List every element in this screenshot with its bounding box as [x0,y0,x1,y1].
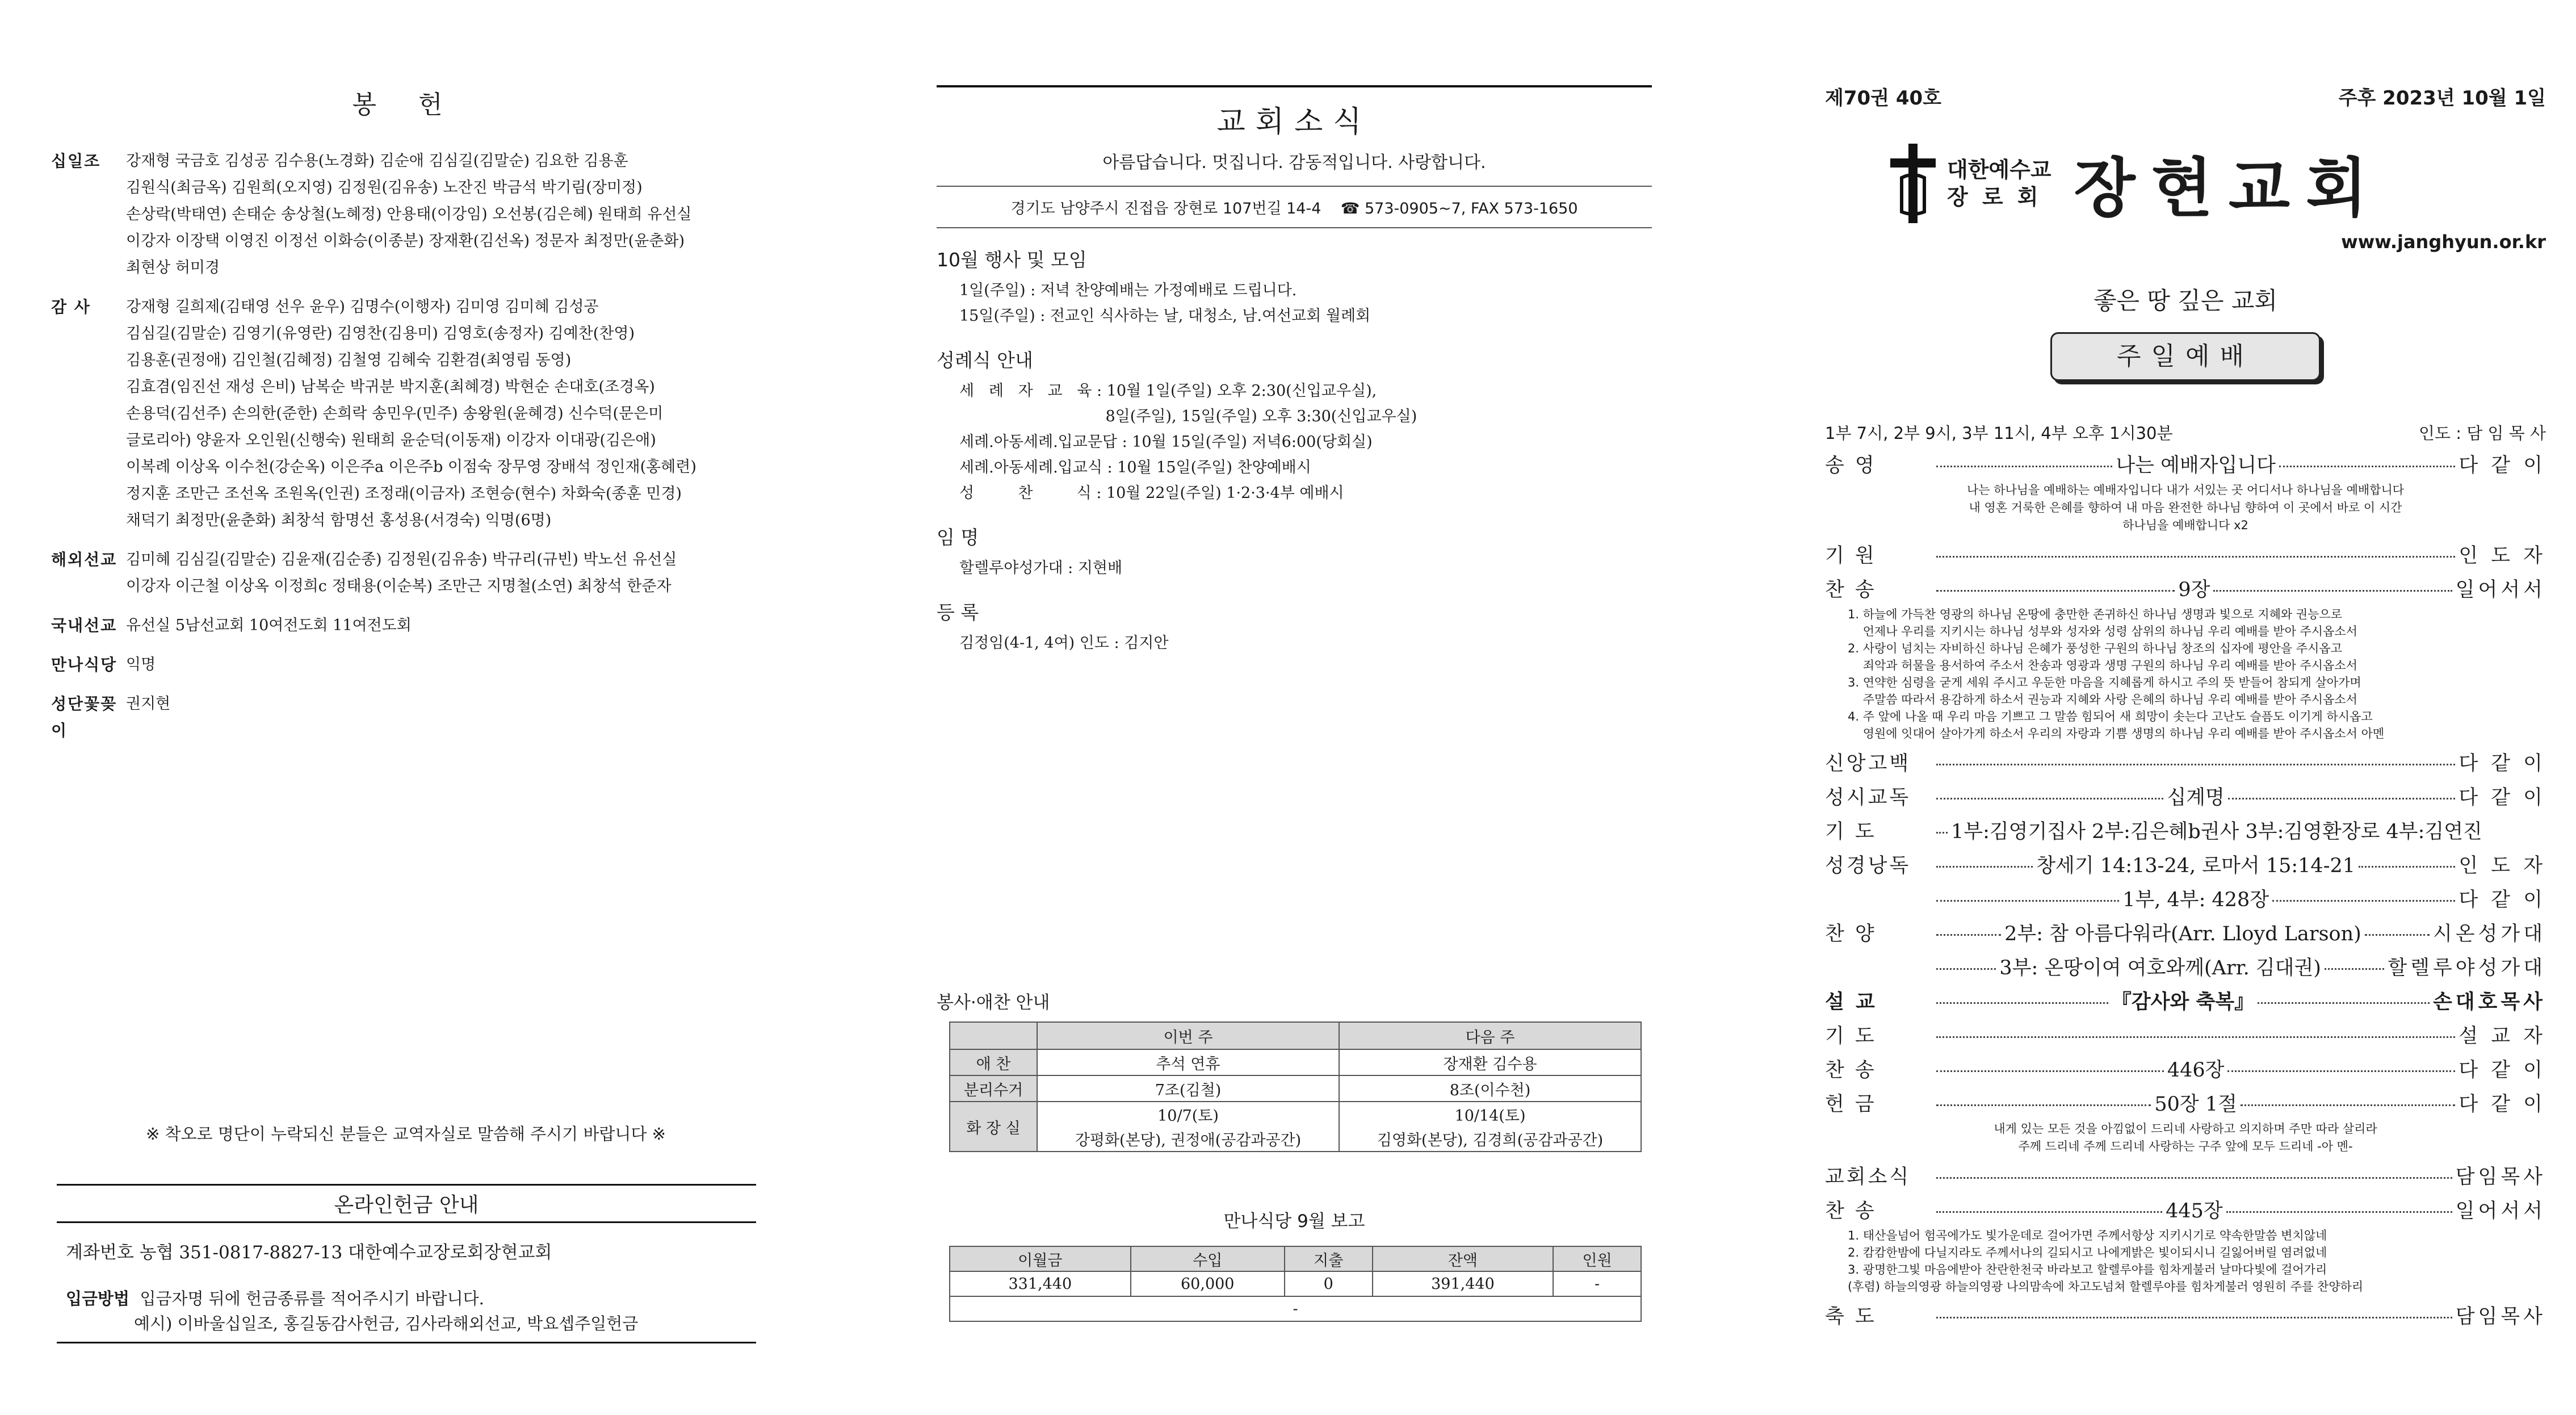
leader-dots [1936,798,2163,799]
denomination-line-1: 대한예수교 [1947,156,2051,182]
leader-dots [1936,968,1996,970]
order-label: 찬 송 [1825,579,1877,601]
leader-dots [2272,900,2455,902]
order-row [1825,816,2546,844]
hymn-line: 4. 주 앞에 나올 때 우리 마음 기쁘고 그 말씀 힘되어 새 희망이 솟는다 고난도 슬픔도 이기게 하시옵고 [1848,710,2373,723]
offering-group [51,148,761,281]
divider [57,1342,756,1343]
manna-cell: - [1553,1271,1641,1296]
order-performer: 다 같 이 [2458,752,2546,775]
manna-section [937,1207,1652,1322]
hymn-line: 언제나 우리를 지키시는 하나님 성부와 성자와 성령 삼위의 하나님 우리 예배를 받아 주시옵소서 [1848,625,2357,638]
leader-dots [1936,1036,2455,1038]
leader-dots [2258,1002,2430,1004]
order-label: 헌 금 [1825,1093,1877,1116]
leader-dots [1936,1211,2162,1213]
order-performer: 할렐루야성가대 [2388,957,2546,979]
news-item: 8일(주일), 15일(주일) 오후 3:30(신입교우실) [959,408,1417,425]
news-subtitle: 아름답습니다. 멋집니다. 감동적입니다. 사랑합니다. [1102,153,1486,173]
order-content: 1부:김영기집사 2부:김은혜b권사 3부:김영환장로 4부:김연진 [1951,820,2482,843]
church-name: 장현교회 [2074,151,2384,225]
order-performer: 인 도 자 [2458,545,2546,567]
order-lyrics [1825,482,2546,534]
leader-dots [1936,934,2001,936]
lyric-line: 나는 하나님을 예배하는 예배자입니다 내가 서있는 곳 어디서나 하나님을 예배합니다 [1966,483,2405,497]
news-item: 세례.아동세례.입교식 : 10월 15일(주일) 찬양예배시 [959,459,1311,476]
order-row [1825,540,2546,568]
service-cell: 10/7(토) [1037,1102,1339,1126]
leader-dots [1936,556,2455,558]
leader-dots [1936,1070,2164,1072]
bulletin-date: 주후 2023년 10월 1일 [2338,87,2546,110]
order-performer: 일어서서 [2455,579,2546,601]
order-label: 축 도 [1825,1305,1877,1328]
order-label: 찬 송 [1825,1200,1877,1223]
order-performer: 담임목사 [2455,1305,2546,1328]
order-label: 성경낭독 [1825,855,1911,877]
lyric-line: 하나님을 예배합니다 x2 [2122,518,2248,532]
offering-notice: ※ 착오로 명단이 누락되신 분들은 교역자실로 말씀해 주시기 바랍니다 ※ [146,1124,666,1144]
offering-names-line: 손상락(박태연) 손태순 송상철(노혜정) 안용태(이강임) 오선봉(김은혜) 원태희 유선실 [126,206,692,223]
offering-column [51,0,761,1415]
service-cell: 강평화(본당), 권정애(공감과공간) [1037,1126,1339,1152]
offering-names-line: 김원식(최금옥) 김원희(오지영) 김정원(김유송) 노잔진 박금석 박기림(장미정) [126,179,643,196]
service-cell: 추석 연휴 [1037,1049,1339,1075]
offering-names [126,651,761,678]
leader-dots [1936,1104,2151,1106]
hymn-line: 2. 캄캄한밤에 다닐지라도 주께서나의 길되시고 나에게밝은 빛이되시니 길잃어버릴 염려없네 [1848,1246,2327,1259]
news-sections [937,245,1652,656]
lyric-line: 내게 있는 모든 것을 아낌없이 드리네 사랑하고 의지하며 주만 따라 살리라 [1994,1122,2377,1136]
church-website: www.janghyun.or.kr [2341,231,2546,253]
order-label: 찬 송 [1825,1059,1877,1082]
manna-header: 지출 [1285,1246,1373,1271]
leader-dots [1936,1002,2108,1004]
news-title: 교회소식 [1216,105,1372,139]
service-header-this: 이번 주 [1037,1022,1339,1049]
order-row [1825,884,2546,912]
manna-cell: 60,000 [1131,1271,1285,1296]
leader-dots [2228,798,2455,799]
offering-names-line: 글로리아) 양윤자 오인원(신행숙) 원태희 윤순덕(이동재) 이강자 이대광(김은애) [126,432,656,449]
worship-column [1825,0,2546,1415]
church-address [937,186,1652,228]
leader-dots [1936,832,1948,834]
leader-dots [1936,866,2033,868]
offering-names-line: 권지현 [126,695,171,713]
offering-names-line: 이복례 이상옥 이수천(강순옥) 이은주a 이은주b 이점숙 장무영 장배석 정인재(홍혜련) [126,458,697,476]
denomination-name [1947,156,2051,211]
service-header-next: 다음 주 [1339,1022,1641,1049]
deposit-method-text: 입금자명 뒤에 헌금종류를 적어주시기 바랍니다. [140,1289,484,1308]
manna-header: 잔액 [1373,1246,1554,1271]
order-row [1825,1089,2546,1117]
offering-names-line: 유선실 5남선교회 10여전도회 11여전도회 [126,617,412,634]
leader-dots [1936,1317,2452,1318]
offering-group [51,294,761,534]
service-cell: 김영화(본당), 김경희(공감과공간) [1339,1126,1641,1152]
order-content: 445장 [2166,1200,2223,1223]
service-cell: 8조(이수천) [1339,1075,1641,1102]
order-content: 50장 1절 [2154,1093,2237,1116]
deposit-method [57,1286,756,1336]
cross-icon [1890,144,1936,223]
offering-names-line: 김미혜 김심길(김말순) 김윤재(김순종) 김정원(김유송) 박규리(규빈) 박노선 유선실 [126,551,677,568]
offering-names-line: 이강자 이장택 이영진 이정선 이화승(이종분) 장재환(김선옥) 정문자 최정만(윤춘화) [126,232,685,250]
hymn-line: 주말씀 따라서 용감하게 하소서 권능과 지혜와 사랑 은혜의 하나님 우리 예배를 받아 주시옵소서 [1848,693,2357,706]
offering-names-line: 김심길(김말순) 김영기(유영란) 김영찬(김용미) 김영호(송정자) 김예찬(찬영) [126,325,635,342]
hymn-line: 영원에 잇대어 살아가게 하소서 우리의 자랑과 기쁨 생명의 하나님 우리 예배를 받아 주시옵소서 아멘 [1848,727,2385,740]
lyric-line: 내 영혼 거룩한 은혜를 향하여 내 마음 완전한 하나님 향하여 이 곳에서 바로 이 시간 [1969,501,2402,514]
order-label: 송 영 [1825,454,1877,477]
leader-dots [2325,968,2384,970]
hymn-line: 3. 광명한그빛 마음에받아 찬란한천국 바라보고 할렐루야를 힘차게불러 날마다빛에 걸어가리 [1848,1263,2327,1276]
deposit-example: 예시) 이바울십일조, 홍길동감사헌금, 김사라해외선교, 박요셉주일헌금 [134,1314,639,1333]
order-performer: 다 같 이 [2458,454,2546,477]
offering-names [126,294,761,534]
order-row [1825,986,2546,1015]
order-row [1825,782,2546,810]
online-offering-box [57,1184,756,1343]
service-title: 봉사·애찬 안내 [937,993,1050,1013]
service-row-label: 화 장 실 [950,1102,1037,1152]
address-text: 경기도 남양주시 진접읍 장현로 107번길 14-4 [1010,200,1321,217]
service-banner: 주일예배 [2050,332,2321,381]
offering-group [51,612,761,639]
offering-category: 성단꽃꽂이 [51,694,118,740]
news-item: 15일(주일) : 전교인 식사하는 날, 대청소, 남.여선교회 월례회 [959,307,1371,325]
news-item: 할렐루야성가대 : 지현배 [959,559,1123,577]
phone-text: ☎ 573-0905~7, FAX 573-1650 [1340,200,1578,217]
news-item: 세 례 자 교 육 : 10월 1일(주일) 오후 2:30(신입교우실), [959,382,1377,400]
news-item: 김정임(4-1, 4여) 인도 : 김지안 [959,634,1169,652]
order-content: 나는 예배자입니다 [2116,454,2276,477]
hymn-line: 3. 연약한 심령을 굳게 세워 주시고 우둔한 마음을 지혜롭게 하시고 주의 뜻 받들어 참되게 살아가며 [1848,676,2361,689]
service-cell: 7조(김철) [1037,1075,1339,1102]
service-row-label: 애 찬 [950,1049,1037,1075]
leader-dots [1936,590,2175,592]
hymn-lyrics [1825,606,2546,742]
offering-names [126,546,761,600]
hymn-lyrics [1825,1227,2546,1295]
order-row [1825,1195,2546,1224]
news-header [937,85,1652,228]
order-content: 2부: 참 아름다워라(Arr. Lloyd Larson) [2004,923,2361,945]
church-logo [1825,137,2546,229]
offering-category: 십일조 [51,152,101,170]
service-times-text: 1부 7시, 2부 9시, 3부 11시, 4부 오후 1시30분 [1825,424,2173,443]
order-row [1825,952,2546,981]
account-number: 계좌번호 농협 351-0817-8827-13 대한예수교장로회장현교회 [66,1242,552,1263]
order-content: 3부: 온땅이여 여호와께(Arr. 김대권) [1999,957,2321,979]
hymn-line: 2. 사랑이 넘치는 자비하신 하나님 은혜가 풍성한 구원의 하나님 창조의 십자에 평안을 주시옵고 [1848,642,2343,655]
order-performer: 설 교 자 [2458,1025,2546,1048]
leader-dots [1936,764,2455,765]
offering-title: 봉 헌 [352,90,460,119]
leader-dots [2241,1104,2455,1106]
order-row [1825,574,2546,602]
leader-dots [1936,900,2119,902]
offering-names-line: 김효겸(임진선 재성 은비) 남복순 박귀분 박지훈(최혜경) 박현순 손대호(조경옥) [126,378,655,396]
order-label: 기 도 [1825,820,1877,843]
church-slogan: 좋은 땅 깊은 교회 [2093,287,2278,315]
offering-category: 감 사 [51,298,91,316]
leader-dots [2226,1211,2452,1213]
order-label: 기 원 [1825,545,1877,567]
offering-names-line: 정지훈 조만근 조선옥 조원옥(인권) 조정래(이금자) 조현승(현수) 차화숙(종훈 민경) [126,485,682,503]
service-leader: 인도 : 담 임 목 사 [2419,424,2546,443]
order-row [1825,1020,2546,1049]
news-section-title: 성례식 안내 [937,349,1033,371]
order-performer: 다 같 이 [2458,1059,2546,1082]
service-cell: 장재환 김수용 [1339,1049,1641,1075]
offering-category: 만나식당 [51,655,118,674]
leader-dots [2365,934,2430,936]
offering-group [51,690,761,744]
order-row [1825,918,2546,947]
manna-header: 이월금 [950,1246,1131,1271]
order-lyrics [1825,1120,2546,1156]
manna-header: 인원 [1553,1246,1641,1271]
service-table [949,1022,1642,1152]
news-column [937,0,1652,1415]
offering-names [126,690,761,744]
offering-group [51,546,761,600]
offering-names-line: 채덕기 최정만(윤춘화) 최창석 함명선 홍성용(서경숙) 익명(6명) [126,512,552,529]
denomination-line-2: 장 로 회 [1947,183,2042,210]
offering-category: 국내선교 [51,616,118,635]
service-cell: 10/14(토) [1339,1102,1641,1126]
offering-group [51,651,761,678]
offering-names-line: 익명 [126,656,156,673]
news-section-title: 10월 행사 및 모임 [937,249,1087,271]
offering-list [51,148,761,744]
offering-names-line: 손용덕(김선주) 손의한(준한) 손희락 송민우(민주) 송왕원(윤혜경) 신수덕(문은미 [126,405,664,422]
offering-names-line: 강재형 국금호 김성공 김수용(노경화) 김순애 김심길(김말순) 김요한 김용훈 [126,152,628,170]
order-row [1825,1054,2546,1083]
service-row-label: 분리수거 [950,1075,1037,1102]
order-performer: 다 같 이 [2458,889,2546,911]
order-row [1825,450,2546,478]
order-label: 찬 양 [1825,923,1877,945]
online-offering-title: 온라인헌금 안내 [57,1184,756,1223]
service-header-blank [950,1022,1037,1049]
manna-table [949,1246,1642,1322]
order-row [1825,1161,2546,1190]
hymn-line: 죄악과 허물을 용서하여 주소서 찬송과 영광과 생명 구원의 하나님 우리 예배를 받아 주시옵소서 [1848,659,2357,672]
news-section-title: 등 록 [937,601,979,623]
order-content: 십계명 [2167,786,2225,809]
bulletin-header [1825,82,2546,110]
leader-dots [2213,590,2452,592]
manna-header: 수입 [1131,1246,1285,1271]
order-label: 설 교 [1825,990,1877,1014]
manna-cell: 391,440 [1373,1271,1554,1296]
hymn-line: (후렴) 하늘의영광 하늘의영광 나의맘속에 차고도넘쳐 할렐루야를 힘차게불러 영원히 주를 찬양하리 [1848,1280,2364,1293]
leader-dots [2359,866,2455,868]
offering-names-line: 이강자 이근철 이상옥 이정희c 정태용(이순복) 조만근 지명철(소연) 최창석 한준자 [126,577,672,595]
deposit-method-label: 입금방법 [66,1289,130,1308]
order-performer: 손대호목사 [2432,990,2546,1014]
order-performer: 다 같 이 [2458,786,2546,809]
order-content: 창세기 14:13-24, 로마서 15:14-21 [2036,855,2356,877]
order-row [1825,1301,2546,1329]
offering-names-line: 최현상 허미경 [126,259,220,277]
offering-names [126,612,761,639]
offering-names [126,148,761,281]
order-performer: 일어서서 [2455,1200,2546,1223]
leader-dots [2279,466,2455,467]
order-content: 446장 [2167,1059,2225,1082]
offering-names-line: 강재형 길희제(김태영 선우 윤우) 김명수(이행자) 김미영 김미혜 김성공 [126,298,599,316]
service-section [937,988,1652,1152]
lyric-line: 주께 드리네 주께 드리네 사랑하는 구주 앞에 모두 드리네 -아 멘- [2018,1140,2353,1153]
leader-dots [2227,1070,2455,1072]
hymn-line: 1. 하늘에 가득찬 영광의 하나님 온땅에 충만한 존귀하신 하나님 생명과 빛으로 지혜와 권능으로 [1848,608,2343,621]
leader-dots [1936,1177,2452,1179]
manna-cell: 0 [1285,1271,1373,1296]
leader-dots [1936,466,2112,467]
offering-names-line: 김용훈(권정애) 김인철(김혜정) 김철영 김혜숙 김환겸(최영림 동영) [126,351,572,369]
order-content: 1부, 4부: 428장 [2122,889,2269,911]
order-label: 성시교독 [1825,786,1911,809]
order-performer: 인 도 자 [2458,855,2546,877]
manna-cell: 331,440 [950,1271,1131,1296]
worship-order [1825,450,2546,1329]
news-item: 세례.아동세례.입교문답 : 10월 15일(주일) 저녁6:00(당회실) [959,433,1373,451]
hymn-line: 1. 태산을넘어 험곡에가도 빛가운데로 걸어가면 주께서항상 지키시기로 약속한말씀 변치않네 [1848,1229,2327,1242]
order-performer: 담임목사 [2455,1166,2546,1188]
news-item: 1일(주일) : 저녁 찬양예배는 가정예배로 드립니다. [959,282,1297,299]
volume-number: 제70권 40호 [1825,87,1941,110]
order-content: 『감사와 축복』 [2111,990,2255,1014]
order-performer: 다 같 이 [2458,1093,2546,1116]
order-row [1825,850,2546,878]
news-item: 성 찬 식 : 10월 22일(주일) 1·2·3·4부 예배시 [959,484,1344,502]
manna-cell: - [950,1296,1641,1321]
service-times [1825,421,2546,444]
order-performer: 시온성가대 [2432,923,2546,945]
order-content: 9장 [2178,579,2210,601]
order-label: 교회소식 [1825,1166,1911,1188]
order-row [1825,748,2546,776]
manna-title: 만나식당 9월 보고 [1223,1211,1365,1232]
news-section-title: 임 명 [937,526,979,549]
order-label: 기 도 [1825,1025,1877,1048]
order-label: 신앙고백 [1825,752,1911,775]
offering-category: 해외선교 [51,550,118,569]
